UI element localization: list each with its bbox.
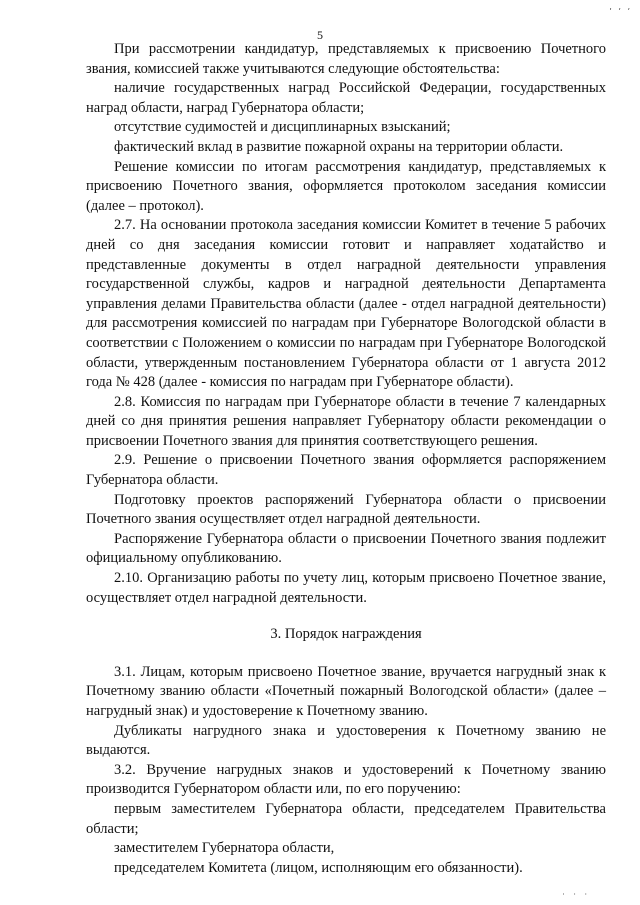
paragraph: 2.10. Организацию работы по учету лиц, которым присвоено Почетное звание, осуществляет отдел наградной деятельности.: [86, 570, 606, 606]
page-number: 5: [317, 28, 323, 42]
paragraph: 3.2. Вручение нагрудных знаков и удостоверений к Почетному званию производится Губернатором области или, по его поручению:: [86, 761, 606, 798]
paragraph: 2.7. На основании протокола заседания комиссии Комитет в течение 5 рабочих дней со дня заседания комиссии готовит и направляет ходатайство и представленные документы в отдел наградной деятельности управления государственной службы, кадров и наградной деятельности Департамента управления делами Правительства области (далее - отдел наградной деятельности) для рассмотрения комиссией по наградам при Губернаторе Вологодской области в соответствии с Положением о комиссии по наградам при Губернаторе Вологодской области, утвержденным постановлением Губернатора области от 1 августа 2012 года № 428 (далее - комиссия по наградам при Губернаторе области).: [86, 217, 606, 391]
paragraph: Решение комиссии по итогам рассмотрения кандидатур, представляемых к присвоению Почетного звания, оформляется протоколом заседания комиссии (далее – протокол).: [86, 158, 606, 214]
paragraph: фактический вклад в развитие пожарной охраны на территории области.: [114, 138, 564, 155]
paragraph: отсутствие судимостей и дисциплинарных взысканий;: [114, 119, 451, 136]
paragraph: Распоряжение Губернатора области о присвоении Почетного звания подлежит официальному опубликованию.: [86, 530, 606, 567]
paragraph: Дубликаты нагрудного знака и удостоверения к Почетному званию не выдаются.: [86, 722, 606, 759]
scan-artifact-mark: · · ·: [562, 890, 590, 899]
document-body: [86, 40, 606, 878]
paragraph: заместителем Губернатора области,: [114, 840, 335, 857]
paragraph: 2.8. Комиссия по наградам при Губернаторе области в течение 7 календарных дней со дня принятия решения направляет Губернатору области рекомендации о присвоении Почетного звания для принятия соответствующего решения.: [86, 393, 606, 449]
paragraph: первым заместителем Губернатора области, председателем Правительства области;: [86, 800, 606, 837]
paragraph: Подготовку проектов распоряжений Губернатора области о присвоении Почетного звания осуществляет отдел наградной деятельности.: [86, 491, 606, 528]
section-title: 3. Порядок награждения: [270, 626, 422, 643]
paragraph: При рассмотрении кандидатур, представляемых к присвоению Почетного звания, комиссией также учитываются следующие обстоятельства:: [86, 41, 606, 77]
paragraph: наличие государственных наград Российской Федерации, государственных наград области, наград Губернатора области;: [86, 80, 606, 116]
scan-artifact-mark: ‚ ‚ ‚: [609, 2, 632, 11]
paragraph: 2.9. Решение о присвоении Почетного звания оформляется распоряжением Губернатора области.: [86, 452, 606, 489]
paragraph: председателем Комитета (лицом, исполняющим его обязанности).: [114, 859, 523, 876]
paragraph: 3.1. Лицам, которым присвоено Почетное звание, вручается нагрудный знак к Почетному званию области «Почетный пожарный Вологодской области» (далее – нагрудный знак) и удостоверение к Почетному званию.: [86, 663, 606, 719]
